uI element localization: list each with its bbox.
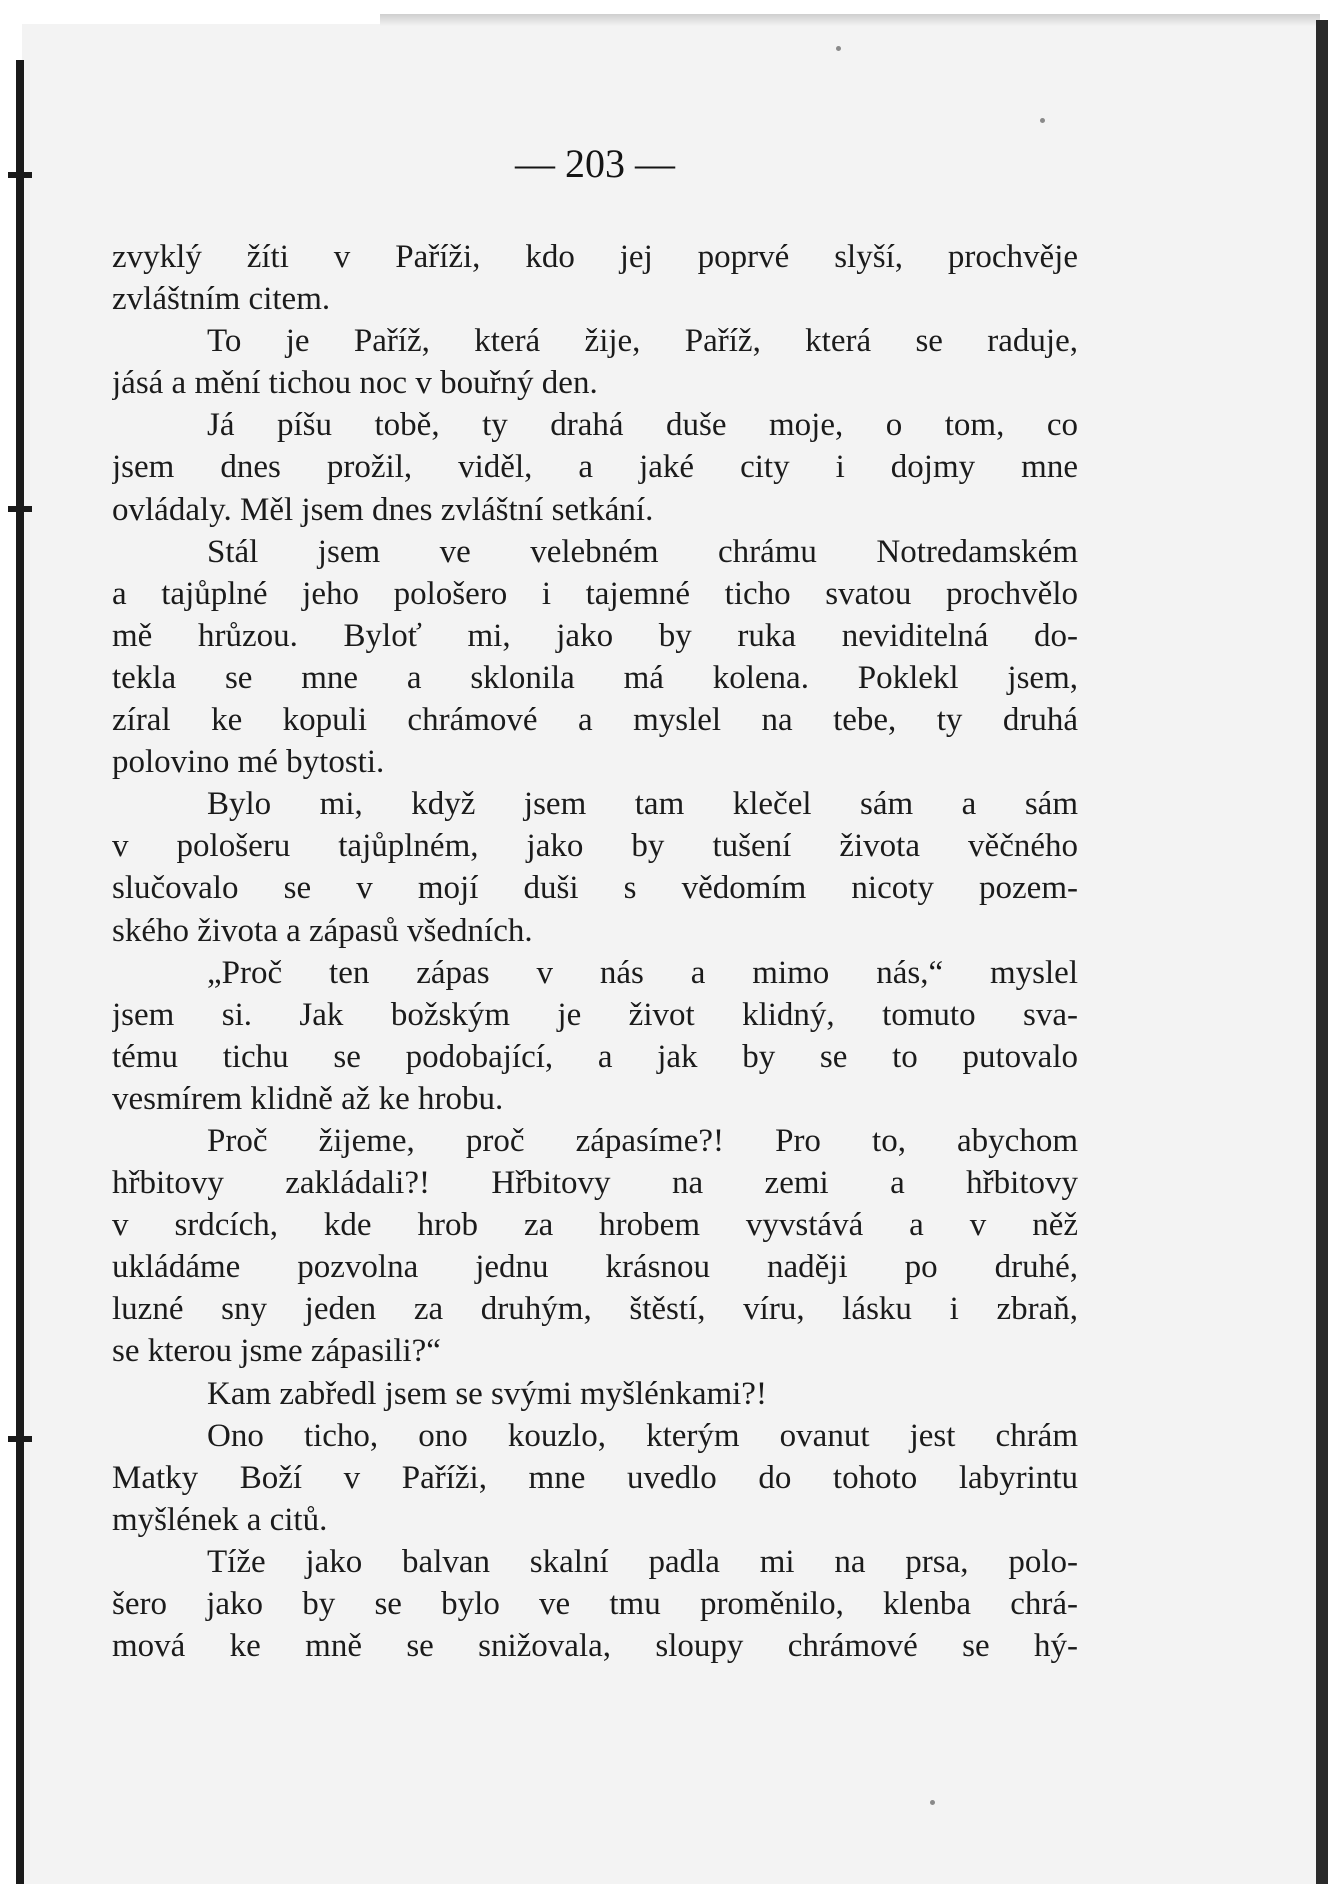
text-line: v srdcích, kde hrob za hrobem vyvstává a v něž <box>112 1207 1078 1244</box>
left-binding-edge <box>16 60 24 1891</box>
text-line: ovládaly. Měl jsem dnes zvláštní setkání. <box>112 491 654 528</box>
text-line: Ono ticho, ono kouzlo, kterým ovanut jest chrám <box>207 1417 1078 1454</box>
paper-speck <box>930 1800 935 1805</box>
text-line: slučovalo se v mojí duši s vědomím nicoty pozem- <box>112 870 1078 907</box>
text-line: zvláštním citem. <box>112 281 331 318</box>
text-line: myšlének a citů. <box>112 1501 328 1538</box>
paper-speck <box>1040 118 1045 123</box>
text-line: luzné sny jeden za druhým, štěstí, víru, lásku i zbraň, <box>112 1291 1078 1328</box>
text-line: hřbitovy zakládali?! Hřbitovy na zemi a hřbitovy <box>112 1165 1078 1202</box>
text-line: Kam zabředl jsem se svými myšlénkami?! <box>207 1375 767 1412</box>
text-line: tekla se mne a sklonila má kolena. Poklekl jsem, <box>112 659 1078 696</box>
text-line: zíral ke kopuli chrámové a myslel na tebe, ty druhá <box>112 702 1078 739</box>
body-text <box>112 236 1078 1667</box>
paper-speck <box>836 46 841 51</box>
text-line: mě hrůzou. Byloť mi, jako by ruka neviditelná do- <box>112 617 1078 654</box>
text-line: vesmírem klidně až ke hrobu. <box>112 1080 504 1117</box>
text-line: tému tichu se podobající, a jak by se to putovalo <box>112 1038 1078 1075</box>
right-page-edge <box>1316 20 1328 1886</box>
bottom-margin <box>0 1884 1338 1891</box>
page-number: — 203 — <box>515 141 675 186</box>
text-line: zvyklý žíti v Paříži, kdo jej poprvé slyší, prochvěje <box>112 239 1078 275</box>
text-line: Proč žijeme, proč zápasíme?! Pro to, abychom <box>207 1122 1078 1159</box>
binding-mark <box>8 1436 32 1442</box>
text-line: mová ke mně se snižovala, sloupy chrámové se hý- <box>112 1628 1078 1665</box>
text-line: To je Paříž, která žije, Paříž, která se raduje, <box>207 323 1078 360</box>
text-line: a tajůplné jeho pološero i tajemné ticho svatou prochvělo <box>112 575 1078 612</box>
text-line: Já píšu tobě, ty drahá duše moje, o tom, co <box>207 407 1078 444</box>
text-line: v pološeru tajůplném, jako by tušení života věčného <box>112 828 1078 865</box>
text-line: Tíže jako balvan skalní padla mi na prsa, polo- <box>207 1543 1078 1580</box>
text-line: jásá a mění tichou noc v bouřný den. <box>112 365 598 402</box>
text-line: se kterou jsme zápasili?“ <box>112 1333 441 1370</box>
text-line: šero jako by se bylo ve tmu proměnilo, klenba chrá- <box>112 1586 1078 1622</box>
text-line: jsem dnes prožil, viděl, a jaké city i dojmy mne <box>112 449 1078 486</box>
text-line: ukládáme pozvolna jednu krásnou naději po druhé, <box>112 1249 1078 1286</box>
text-line: Stál jsem ve velebném chrámu Notredamském <box>207 533 1078 570</box>
binding-mark <box>8 506 32 512</box>
text-line: Bylo mi, když jsem tam klečel sám a sám <box>207 786 1078 823</box>
text-line: Matky Boží v Paříži, mne uvedlo do tohoto labyrintu <box>112 1459 1078 1496</box>
text-line: jsem si. Jak božským je život klidný, tomuto sva- <box>112 996 1078 1033</box>
top-edge-shadow <box>380 14 1320 26</box>
text-line: ského života a zápasů všedních. <box>112 912 533 949</box>
text-line: polovino mé bytosti. <box>112 744 385 781</box>
text-line: „Proč ten zápas v nás a mimo nás,“ myslel <box>207 954 1078 991</box>
